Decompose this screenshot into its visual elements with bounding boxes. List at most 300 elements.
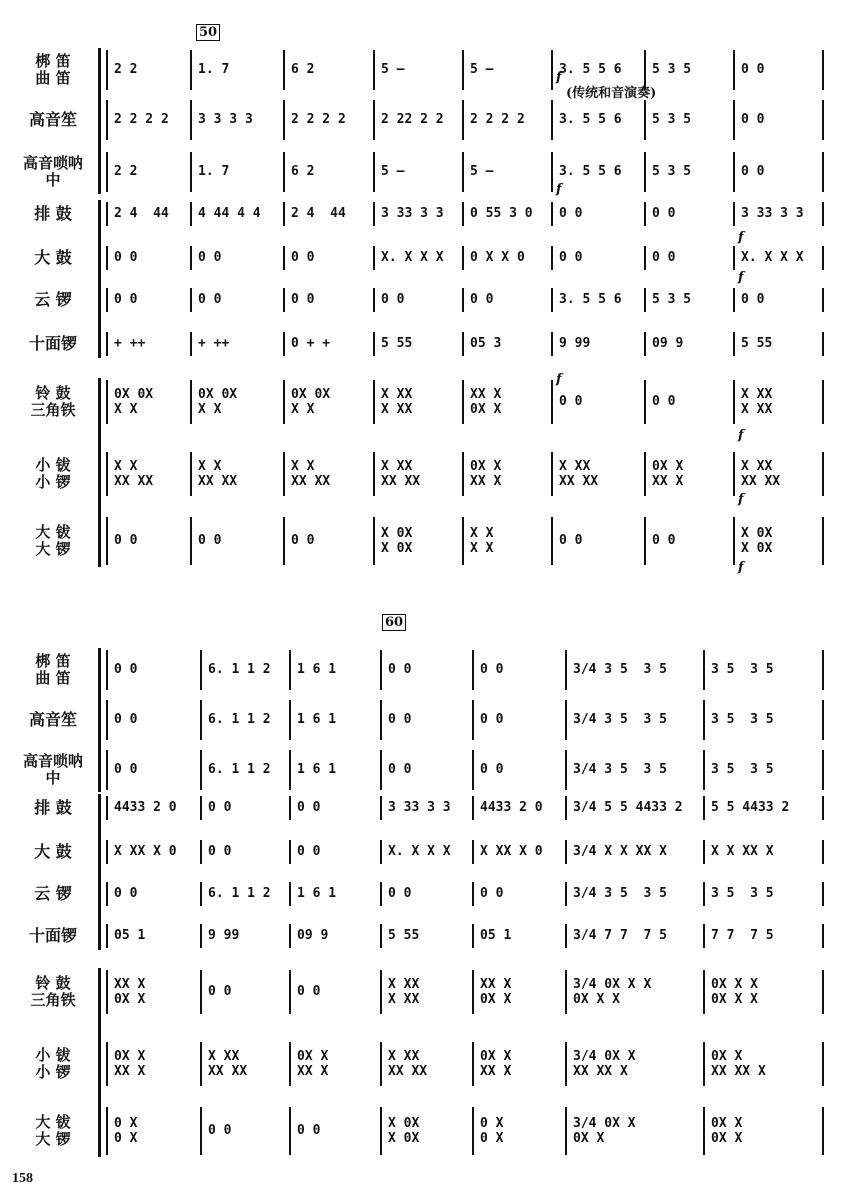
barline xyxy=(551,100,553,140)
measure-cell: 3/4 3 5 3 5 xyxy=(573,886,667,901)
barline xyxy=(644,380,646,424)
measure-cell: 5 3 5 xyxy=(652,164,692,179)
measure-cell: 9 99 xyxy=(208,928,240,943)
measure-cell: 0 0 xyxy=(291,292,315,307)
barline xyxy=(551,452,553,496)
barline xyxy=(644,152,646,192)
instrument-label: 高音笙 xyxy=(28,110,77,129)
barline xyxy=(472,924,474,948)
measure-cell: 0 0 xyxy=(297,800,321,815)
instrument-label: 排 鼓 xyxy=(34,204,72,223)
measure-cell: 05 1 xyxy=(114,928,146,943)
barline xyxy=(106,517,108,565)
barline xyxy=(200,750,202,790)
measure-cell: 5 55 xyxy=(381,336,413,351)
barline xyxy=(106,840,108,864)
measure-cell: 5 55 xyxy=(741,336,773,351)
barline xyxy=(190,452,192,496)
barline xyxy=(733,100,735,140)
barline xyxy=(373,202,375,226)
barline xyxy=(373,380,375,424)
measure-cell: 3/4 3 5 3 5 xyxy=(573,712,667,727)
measure-cell: 3 5 3 5 xyxy=(711,762,774,777)
barline xyxy=(380,882,382,906)
barline xyxy=(380,750,382,790)
measure-cell: X. X X X xyxy=(381,250,444,265)
measure-cell: 0 0 xyxy=(208,800,232,815)
barline xyxy=(733,202,735,226)
barline xyxy=(472,1107,474,1155)
page-number: 158 xyxy=(12,1171,33,1186)
measure-cell: 3 3 3 3 xyxy=(198,112,253,127)
measure-cell: 09 9 xyxy=(297,928,329,943)
barline xyxy=(733,288,735,312)
measure-cell: 2 4 44 xyxy=(114,206,169,221)
measure-cell: 0X 0X X X xyxy=(114,387,154,417)
measure-cell: 1 6 1 xyxy=(297,762,337,777)
barline xyxy=(190,380,192,424)
dynamic-marking: f xyxy=(556,70,562,85)
measure-cell: X. X X X xyxy=(741,250,804,265)
barline xyxy=(551,380,553,424)
measure-cell: 0 0 xyxy=(291,533,315,548)
measure-cell: 0X X XX XX X xyxy=(711,1049,766,1079)
barline xyxy=(822,332,824,356)
measure-cell: X XX X 0 xyxy=(480,844,543,859)
barline xyxy=(190,246,192,270)
measure-cell: 0 0 xyxy=(388,886,412,901)
dynamic-marking: f xyxy=(738,428,744,443)
measure-cell: 5 3 5 xyxy=(652,292,692,307)
barline xyxy=(822,517,824,565)
barline xyxy=(106,288,108,312)
measure-cell: 0 X 0 X xyxy=(480,1116,504,1146)
measure-cell: 1 6 1 xyxy=(297,662,337,677)
barline xyxy=(644,517,646,565)
barline xyxy=(822,50,824,90)
barline xyxy=(106,1107,108,1155)
measure-cell: 2 2 xyxy=(114,62,138,77)
barline xyxy=(551,517,553,565)
barline xyxy=(472,970,474,1014)
measure-cell: 05 1 xyxy=(480,928,512,943)
measure-cell: 0 0 xyxy=(741,164,765,179)
measure-cell: 0 0 xyxy=(208,984,232,999)
barline xyxy=(462,50,464,90)
barline xyxy=(380,840,382,864)
measure-cell: 0 0 xyxy=(297,844,321,859)
barline xyxy=(644,246,646,270)
barline xyxy=(462,380,464,424)
barline xyxy=(106,100,108,140)
measure-cell: 0 0 xyxy=(559,394,583,409)
barline xyxy=(551,288,553,312)
measure-cell: 0X X XX X xyxy=(470,459,502,489)
staff-group-brace xyxy=(98,794,105,950)
barline xyxy=(289,840,291,864)
measure-cell: 0 X 0 X xyxy=(114,1116,138,1146)
barline xyxy=(283,246,285,270)
measure-cell: 0X X 0X X xyxy=(711,1116,743,1146)
measure-cell: 3. 5 5 6 xyxy=(559,164,622,179)
barline xyxy=(565,970,567,1014)
measure-cell: + ++ xyxy=(114,336,146,351)
measure-cell: 0 0 xyxy=(741,292,765,307)
measure-cell: XX X 0X X xyxy=(470,387,502,417)
barline xyxy=(289,924,291,948)
barline xyxy=(289,882,291,906)
instrument-label: 大 鼓 xyxy=(34,842,72,861)
barline xyxy=(462,517,464,565)
barline xyxy=(289,796,291,820)
measure-cell: 0 + + xyxy=(291,336,331,351)
barline xyxy=(644,452,646,496)
measure-cell: 4433 2 0 xyxy=(114,800,177,815)
measure-cell: XX X 0X X xyxy=(114,977,146,1007)
measure-cell: 0 0 xyxy=(652,206,676,221)
system-1 xyxy=(0,0,850,580)
measure-cell: 9 99 xyxy=(559,336,591,351)
barline xyxy=(380,924,382,948)
measure-cell: 0 0 xyxy=(198,533,222,548)
barline xyxy=(462,246,464,270)
barline xyxy=(551,202,553,226)
barline xyxy=(472,882,474,906)
barline xyxy=(283,50,285,90)
barline xyxy=(733,380,735,424)
staff-group-brace xyxy=(98,48,105,194)
barline xyxy=(472,796,474,820)
barline xyxy=(373,288,375,312)
measure-cell: 5 5 4433 2 xyxy=(711,800,790,815)
measure-cell: 1 6 1 xyxy=(297,712,337,727)
barline xyxy=(733,50,735,90)
barline xyxy=(472,650,474,690)
barline xyxy=(565,882,567,906)
barline xyxy=(822,650,824,690)
barline xyxy=(462,288,464,312)
measure-cell: 5 3 5 xyxy=(652,62,692,77)
measure-cell: 2 2 2 2 xyxy=(470,112,525,127)
measure-cell: 0 0 xyxy=(114,886,138,901)
barline xyxy=(472,840,474,864)
measure-cell: 2 2 2 2 xyxy=(114,112,169,127)
barline xyxy=(106,700,108,740)
barline xyxy=(289,1042,291,1086)
instrument-label: 大 鼓 xyxy=(34,248,72,267)
barline xyxy=(106,452,108,496)
measure-cell: 2 2 2 2 xyxy=(291,112,346,127)
measure-cell: 0 0 xyxy=(388,712,412,727)
barline xyxy=(822,796,824,820)
instrument-label: 云 锣 xyxy=(34,290,72,309)
barline xyxy=(289,1107,291,1155)
barline xyxy=(373,100,375,140)
measure-cell: X XX XX XX xyxy=(381,459,421,489)
measure-cell: X X XX XX xyxy=(291,459,331,489)
dynamic-marking: f xyxy=(738,560,744,575)
measure-cell: 3/4 X X XX X xyxy=(573,844,667,859)
barline xyxy=(565,924,567,948)
barline xyxy=(106,380,108,424)
barline xyxy=(472,1042,474,1086)
barline xyxy=(462,452,464,496)
barline xyxy=(200,650,202,690)
barline xyxy=(822,152,824,192)
barline xyxy=(565,796,567,820)
barline xyxy=(462,152,464,192)
barline xyxy=(190,202,192,226)
measure-cell: 6. 1 1 2 xyxy=(208,762,271,777)
barline xyxy=(289,650,291,690)
barline xyxy=(283,100,285,140)
measure-cell: X X XX XX xyxy=(198,459,238,489)
barline xyxy=(565,1107,567,1155)
measure-cell: X XX X XX xyxy=(741,387,773,417)
instrument-label: 铃 鼓 三角铁 xyxy=(30,384,76,419)
barline xyxy=(200,1107,202,1155)
barline xyxy=(822,970,824,1014)
barline xyxy=(822,840,824,864)
dynamic-marking: f xyxy=(556,182,562,197)
measure-cell: 0 0 xyxy=(388,762,412,777)
barline xyxy=(565,650,567,690)
barline xyxy=(644,202,646,226)
measure-cell: 3 5 3 5 xyxy=(711,886,774,901)
barline xyxy=(200,882,202,906)
barline xyxy=(106,796,108,820)
barline xyxy=(644,288,646,312)
measure-cell: 0 0 xyxy=(114,292,138,307)
instrument-label: 小 钹 小 锣 xyxy=(35,456,71,491)
measure-cell: 0 0 xyxy=(208,1123,232,1138)
measure-cell: 5 — xyxy=(470,164,494,179)
barline xyxy=(703,700,705,740)
measure-cell: 2 22 2 2 xyxy=(381,112,444,127)
barline xyxy=(200,796,202,820)
measure-cell: 3. 5 5 6 xyxy=(559,62,622,77)
measure-cell: 1 6 1 xyxy=(297,886,337,901)
measure-cell: 0X X X 0X X X xyxy=(711,977,758,1007)
instrument-label: 云 锣 xyxy=(34,884,72,903)
barline xyxy=(822,452,824,496)
barline xyxy=(106,924,108,948)
barline xyxy=(283,202,285,226)
barline xyxy=(822,380,824,424)
measure-cell: 0 0 xyxy=(198,292,222,307)
measure-cell: 05 3 xyxy=(470,336,502,351)
barline xyxy=(373,452,375,496)
barline xyxy=(703,796,705,820)
barline xyxy=(106,882,108,906)
dynamic-marking: f xyxy=(738,270,744,285)
measure-cell: 6. 1 1 2 xyxy=(208,712,271,727)
barline xyxy=(283,152,285,192)
measure-cell: 2 4 44 xyxy=(291,206,346,221)
barline xyxy=(200,840,202,864)
barline xyxy=(373,152,375,192)
measure-cell: 5 3 5 xyxy=(652,112,692,127)
barline xyxy=(822,1107,824,1155)
barline xyxy=(190,50,192,90)
measure-cell: 0 55 3 0 xyxy=(470,206,533,221)
measure-cell: 3/4 5 5 4433 2 xyxy=(573,800,683,815)
barline xyxy=(289,700,291,740)
barline xyxy=(283,332,285,356)
barline xyxy=(380,700,382,740)
measure-cell: 0 0 xyxy=(114,712,138,727)
barline xyxy=(380,650,382,690)
measure-cell: 0 0 xyxy=(381,292,405,307)
measure-cell: X XX XX XX xyxy=(388,1049,428,1079)
barline xyxy=(703,882,705,906)
measure-cell: 0 0 xyxy=(480,886,504,901)
barline xyxy=(822,700,824,740)
barline xyxy=(703,650,705,690)
measure-cell: 6 2 xyxy=(291,62,315,77)
measure-cell: X XX X 0 xyxy=(114,844,177,859)
barline xyxy=(822,246,824,270)
barline xyxy=(551,246,553,270)
barline xyxy=(106,50,108,90)
barline xyxy=(822,882,824,906)
measure-cell: 3 33 3 3 xyxy=(741,206,804,221)
barline xyxy=(200,700,202,740)
measure-cell: 0 0 xyxy=(291,250,315,265)
barline xyxy=(106,650,108,690)
barline xyxy=(200,970,202,1014)
barline xyxy=(733,152,735,192)
measure-cell: X XX XX XX xyxy=(741,459,781,489)
barline xyxy=(380,970,382,1014)
instrument-label: 排 鼓 xyxy=(34,798,72,817)
barline xyxy=(106,246,108,270)
measure-cell: 3 5 3 5 xyxy=(711,712,774,727)
barline xyxy=(703,750,705,790)
measure-cell: 0 0 xyxy=(114,662,138,677)
barline xyxy=(106,1042,108,1086)
barline xyxy=(472,750,474,790)
measure-cell: 0X 0X X X xyxy=(291,387,331,417)
barline xyxy=(190,288,192,312)
measure-cell: X X XX XX xyxy=(114,459,154,489)
measure-cell: X XX XX XX xyxy=(559,459,599,489)
measure-cell: 3 33 3 3 xyxy=(381,206,444,221)
barline xyxy=(289,750,291,790)
barline xyxy=(703,924,705,948)
staff-group-brace xyxy=(98,200,105,358)
measure-cell: 0X X XX X xyxy=(480,1049,512,1079)
barline xyxy=(106,152,108,192)
measure-cell: X X X X xyxy=(470,526,494,556)
barline xyxy=(190,152,192,192)
measure-cell: + ++ xyxy=(198,336,230,351)
measure-cell: 3/4 7 7 7 5 xyxy=(573,928,667,943)
barline xyxy=(283,517,285,565)
instrument-label: 十面锣 xyxy=(28,926,77,945)
measure-cell: 0 0 xyxy=(198,250,222,265)
measure-cell: 3/4 0X X XX XX X xyxy=(573,1049,636,1079)
barline xyxy=(822,288,824,312)
measure-cell: 0 0 xyxy=(652,250,676,265)
barline xyxy=(733,332,735,356)
measure-cell: 5 — xyxy=(381,164,405,179)
barline xyxy=(644,100,646,140)
measure-cell: 3. 5 5 6 xyxy=(559,292,622,307)
barline xyxy=(551,332,553,356)
barline xyxy=(703,970,705,1014)
instrument-label: 高音笙 xyxy=(28,710,77,729)
barline xyxy=(822,100,824,140)
measure-cell: 0X X XX X xyxy=(114,1049,146,1079)
measure-cell: 0 0 xyxy=(470,292,494,307)
barline xyxy=(283,380,285,424)
measure-cell: 1. 7 xyxy=(198,62,230,77)
measure-cell: 0 0 xyxy=(741,62,765,77)
barline xyxy=(565,1042,567,1086)
dynamic-marking: f xyxy=(738,230,744,245)
barline xyxy=(283,452,285,496)
barline xyxy=(822,924,824,948)
barline xyxy=(380,1107,382,1155)
barline xyxy=(289,970,291,1014)
measure-cell: 0 0 xyxy=(388,662,412,677)
system-2 xyxy=(0,600,850,1180)
barline xyxy=(551,152,553,192)
measure-cell: 0 0 xyxy=(559,533,583,548)
measure-cell: 4433 2 0 xyxy=(480,800,543,815)
barline xyxy=(190,100,192,140)
measure-cell: 0 0 xyxy=(559,206,583,221)
measure-cell: 6. 1 1 2 xyxy=(208,886,271,901)
measure-cell: 0 0 xyxy=(480,712,504,727)
measure-cell: 0 0 xyxy=(114,250,138,265)
measure-cell: X XX X XX xyxy=(388,977,420,1007)
barline xyxy=(565,700,567,740)
staff-group-brace xyxy=(98,378,105,567)
measure-cell: 0 0 xyxy=(480,762,504,777)
rehearsal-mark-50: 50 xyxy=(196,24,220,41)
measure-cell: 6 2 xyxy=(291,164,315,179)
measure-cell: 0X X XX X xyxy=(297,1049,329,1079)
measure-cell: 3 33 3 3 xyxy=(388,800,451,815)
measure-cell: X XX X XX xyxy=(381,387,413,417)
measure-cell: 3. 5 5 6 xyxy=(559,112,622,127)
barline xyxy=(283,288,285,312)
instrument-label: 梆 笛 曲 笛 xyxy=(35,52,71,87)
barline xyxy=(703,840,705,864)
measure-cell: 3/4 3 5 3 5 xyxy=(573,662,667,677)
barline xyxy=(565,750,567,790)
barline xyxy=(462,332,464,356)
barline xyxy=(703,1042,705,1086)
measure-cell: 0 0 xyxy=(208,844,232,859)
barline xyxy=(373,246,375,270)
staff-group-brace xyxy=(98,648,105,792)
barline xyxy=(200,924,202,948)
measure-cell: 0 0 xyxy=(114,533,138,548)
barline xyxy=(106,202,108,226)
measure-cell: 0X X XX X xyxy=(652,459,684,489)
measure-cell: 0 0 xyxy=(559,250,583,265)
barline xyxy=(106,750,108,790)
measure-cell: 1. 7 xyxy=(198,164,230,179)
measure-cell: X 0X X 0X xyxy=(388,1116,420,1146)
measure-cell: 0 0 xyxy=(652,394,676,409)
staff-group-brace xyxy=(98,968,105,1157)
measure-cell: 3/4 0X X 0X X xyxy=(573,1116,636,1146)
measure-cell: X XX XX XX xyxy=(208,1049,248,1079)
